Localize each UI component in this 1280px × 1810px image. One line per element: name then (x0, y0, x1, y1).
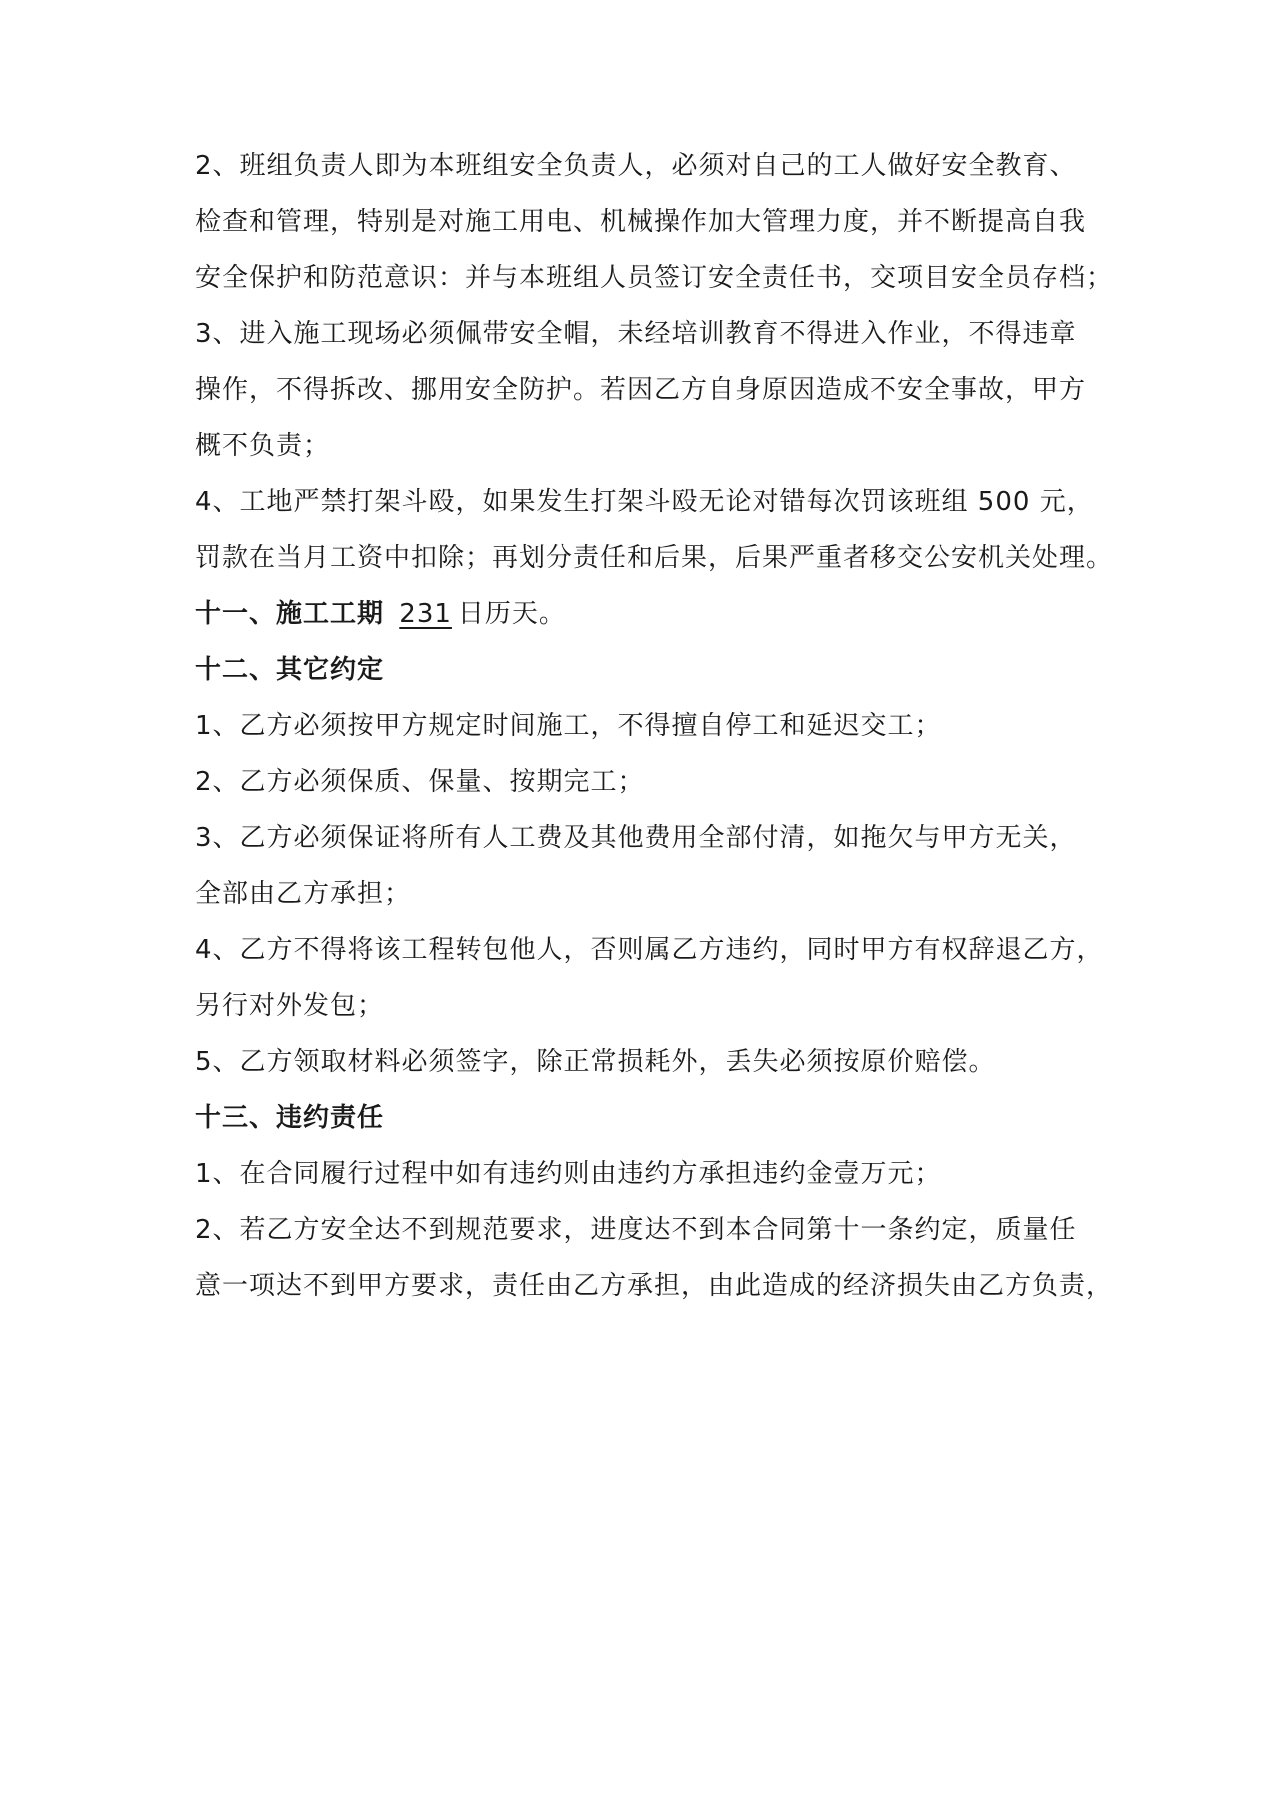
clause-line: 5、乙方领取材料必须签字，除正常损耗外，丢失必须按原价赔偿。 (195, 1047, 996, 1077)
text-line: 概不负责； (195, 431, 331, 461)
clause-line: 1、乙方必须按甲方规定时间施工，不得擅自停工和延迟交工； (195, 711, 942, 741)
clause-line: 1、在合同履行过程中如有违约则由违约方承担违约金壹万元； (195, 1159, 942, 1189)
section-11-heading: 十一、施工工期 (195, 599, 385, 629)
text-line: 安全保护和防范意识：并与本班组人员签订安全责任书，交项目安全员存档； (195, 263, 1114, 293)
clause-line: 2、乙方必须保质、保量、按期完工； (195, 767, 645, 797)
clause-line: 意一项达不到甲方要求，责任由乙方承担，由此造成的经济损失由乙方负责， (195, 1271, 1114, 1301)
clause-line: 4、乙方不得将该工程转包他人，否则属乙方违约，同时甲方有权辞退乙方， (195, 935, 1104, 965)
text-line: 操作，不得拆改、挪用安全防护。若因乙方自身原因造成不安全事故，甲方 (195, 375, 1087, 405)
construction-days-value: 231 (399, 599, 452, 629)
clause-line: 全部由乙方承担； (195, 879, 412, 909)
text-line: 4、工地严禁打架斗殴，如果发生打架斗殴无论对错每次罚该班组 500 元， (195, 487, 1094, 517)
section-11-suffix: 日历天。 (457, 599, 566, 629)
text-line: 罚款在当月工资中扣除；再划分责任和后果，后果严重者移交公安机关处理。 (195, 543, 1114, 573)
text-line: 检查和管理，特别是对施工用电、机械操作加大管理力度，并不断提高自我 (195, 207, 1087, 237)
text-line: 3、进入施工现场必须佩带安全帽，未经培训教育不得进入作业，不得违章 (195, 319, 1077, 349)
section-13-heading: 十三、违约责任 (195, 1103, 385, 1133)
section-12-heading: 十二、其它约定 (195, 655, 385, 685)
text-line: 2、班组负责人即为本班组安全负责人，必须对自己的工人做好安全教育、 (195, 151, 1077, 181)
clause-line: 2、若乙方安全达不到规范要求，进度达不到本合同第十一条约定，质量任 (195, 1215, 1077, 1245)
clause-line: 3、乙方必须保证将所有人工费及其他费用全部付清，如拖欠与甲方无关， (195, 823, 1077, 853)
section-11-line (195, 594, 1115, 634)
clause-line: 另行对外发包； (195, 991, 385, 1021)
